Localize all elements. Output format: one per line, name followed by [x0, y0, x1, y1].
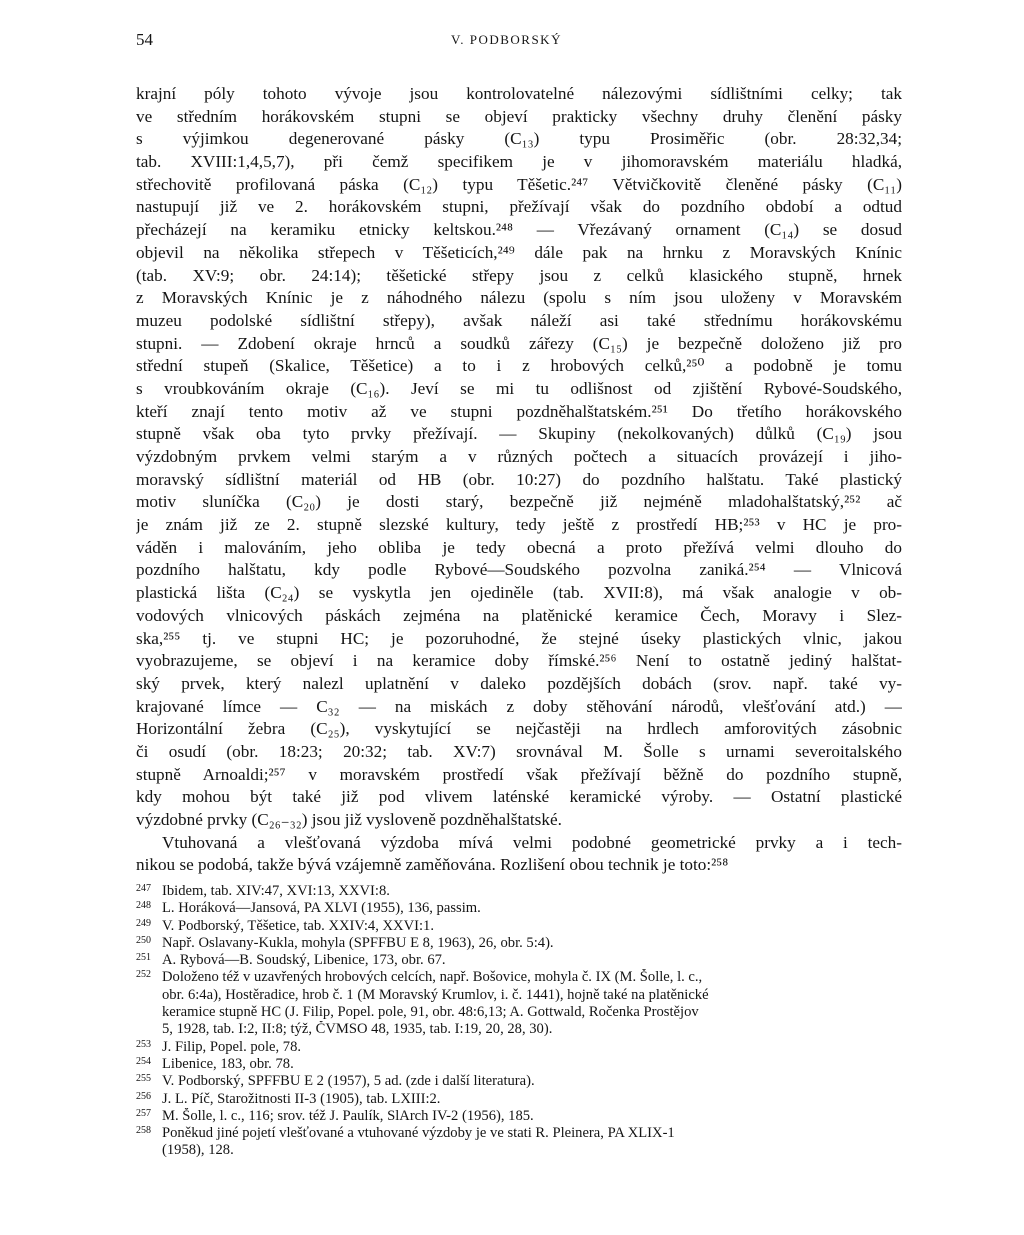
- footnote-number: 256: [136, 1090, 151, 1102]
- text-line: vyobrazujeme, se objeví i na keramice doby římské.²⁵⁶ Není to ostatně jediný halštat-: [136, 651, 902, 671]
- text-line: moravský sídlištní materiál od HB (obr. 10:27) do pozdního halštatu. Také plastický: [136, 469, 902, 489]
- text-line: ský prvek, který nalezl uplatnění v daleko pozdějších dobách (srov. např. také vy-: [136, 673, 902, 693]
- text-line: tab. XVIII:1,4,5,7), při čemž specifikem je v jihomoravském materiálu hladká,: [136, 152, 902, 172]
- footnote-line: [136, 918, 902, 935]
- text-line: pozdního halštatu, kdy podle Rybové—Soudského pozvolna zaniká.²⁵⁴ — Vlnicová: [136, 560, 902, 580]
- text-line: váděn i malováním, jeho obliba je tedy obecná a proto přežívá velmi dlouho do: [136, 537, 902, 557]
- text-line: muzeu podolské sídlištní střepy), avšak náleží asi také střednímu horákovskému: [136, 310, 902, 330]
- text-line: stupně však oba tyto prvky přežívají. — Skupiny (nekolkovaných) důlků (C₁₉) jsou: [136, 424, 902, 444]
- footnote-number: 251: [136, 952, 151, 964]
- footnote-text: obr. 6:4a), Hostěradice, hrob č. 1 (M Moravský Krumlov, i. č. 1441), hojně také na platěnické: [162, 986, 709, 1003]
- footnote-number: 254: [136, 1055, 151, 1067]
- text-line: stupně Arnoaldi;²⁵⁷ v moravském prostředí však přežívají běžně do pozdního stupně,: [136, 764, 902, 784]
- text-line: krajní póly tohoto vývoje jsou kontrolovatelné nálezovými sídlištními celky; tak: [136, 84, 902, 103]
- text-line: přecházejí na keramiku etnicky keltskou.²⁴⁸ — Vřezávaný ornament (C₁₄) se dosud: [136, 220, 902, 240]
- body-text: [136, 83, 902, 877]
- footnote-line: [136, 1125, 902, 1142]
- footnote-text: V. Podborský, SPFFBU E 2 (1957), 5 ad. (zde i další literatura).: [162, 1073, 535, 1090]
- text-line: výzdobné prvky (C₂₆₋₃₂) jsou již vysloveně pozdněhalštatské.: [136, 810, 562, 829]
- text-line: či osudí (obr. 18:23; 20:32; tab. XV:7) srovnával M. Šolle s urnami severoitalského: [136, 741, 902, 761]
- text-line: kdy mohou být také již pod vlivem laténské keramické výroby. — Ostatní plastické: [136, 787, 902, 807]
- footnote-number: 258: [136, 1125, 151, 1137]
- footnote-number: 250: [136, 934, 151, 946]
- footnote-line: [136, 952, 902, 969]
- footnote-text: L. Horáková—Jansová, PA XLVI (1955), 136, passim.: [162, 900, 481, 917]
- text-line: z Moravských Knínic je z náhodného nálezu (spolu s ním jsou uloženy v Moravském: [136, 288, 902, 308]
- footnote-text: Poněkud jiné pojetí vlešťované a vtuhované výzdoby je ve stati R. Pleinera, PA XLIX-1: [162, 1125, 675, 1142]
- footnote-line: [136, 1142, 902, 1159]
- text-line: střechovitě profilovaná páska (C₁₂) typu Těšetic.²⁴⁷ Větvičkovitě členěné pásky (C₁₁): [136, 174, 902, 194]
- text-line: s výjimkou degenerované pásky (C₁₃) typu Prosiměřic (obr. 28:32,34;: [136, 129, 902, 149]
- page-number: 54: [136, 30, 153, 49]
- footnote-text: Ibidem, tab. XIV:47, XVI:13, XXVI:8.: [162, 883, 390, 899]
- paragraph-2: [136, 832, 902, 877]
- text-line: (tab. XV:9; obr. 24:14); těšetické střepy jsou z celků klasického stupně, hrnek: [136, 265, 902, 285]
- paragraph-1: [136, 83, 902, 832]
- text-line: kteří znají tento motiv až ve stupni pozdněhalštatském.²⁵¹ Do třetího horákovského: [136, 401, 902, 421]
- footnote-line: [136, 935, 902, 952]
- text-line: Vtuhovaná a vlešťovaná výzdoba mívá velmi podobné geometrické prvky a i tech-: [162, 832, 902, 852]
- footnote-text: Např. Oslavany-Kukla, mohyla (SPFFBU E 8, 1963), 26, obr. 5:4).: [162, 934, 554, 951]
- footnote-line: [136, 1004, 902, 1021]
- footnote-number: 257: [136, 1107, 151, 1119]
- text-line: střední stupeň (Skalice, Těšetice) a to i z hrobových celků,²⁵⁰ a podobně je tomu: [136, 356, 902, 376]
- footnote-number: 248: [136, 900, 151, 912]
- text-line: ve středním horákovském stupni se objeví prakticky všechny druhy členění pásky: [136, 106, 902, 126]
- footnote-line: [136, 900, 902, 917]
- footnote-text: 5, 1928, tab. I:2, II:8; týž, ČVMSO 48, 1935, tab. I:19, 20, 28, 30).: [162, 1021, 553, 1038]
- footnote-text: J. Filip, Popel. pole, 78.: [162, 1038, 302, 1055]
- footnote-number: 252: [136, 969, 151, 981]
- text-line: je znám již ze 2. stupně slezské kultury, tedy ještě z prostředí HB;²⁵³ v HC je pro-: [136, 515, 902, 535]
- text-line: stupni. — Zdobení okraje hrnců a soudků zářezy (C₁₅) je bezpečně doloženo již pro: [136, 333, 902, 353]
- running-head: [136, 30, 902, 54]
- text-line: nikou se podobá, takže bývá vzájemně zaměňována. Rozlišení obou technik je toto:²⁵⁸: [136, 855, 729, 875]
- footnote-text: Libenice, 183, obr. 78.: [162, 1055, 294, 1072]
- footnote-line: [136, 1056, 902, 1073]
- footnote-number: 247: [136, 883, 151, 894]
- text-line: s vroubkováním okraje (C₁₆). Jeví se mi tu odlišnost od zjištění Rybové-Soudského,: [136, 378, 902, 398]
- text-line: Horizontální žebra (C₂₅), vyskytující se nejčastěji na hrdlech amforovitých zásobnic: [136, 719, 902, 739]
- footnote-line: [136, 1091, 902, 1108]
- footnote-text: (1958), 128.: [162, 1142, 234, 1159]
- footnote-text: Doloženo též v uzavřených hrobových celcích, např. Bošovice, mohyla č. IX (M. Šolle, l. c.,: [162, 969, 703, 986]
- text-line: vodových vlnicových páskách zejména na platěnické keramice Čech, Moravy i Slez-: [136, 605, 902, 625]
- footnote-text: keramice stupně HC (J. Filip, Popel. pole, 91, obr. 48:6,13; A. Gottwald, Ročenka Prostějov: [162, 1004, 699, 1021]
- footnote-text: V. Podborský, Těšetice, tab. XXIV:4, XXVI:1.: [162, 917, 434, 934]
- footnote-text: A. Rybová—B. Soudský, Libenice, 173, obr. 67.: [162, 952, 446, 969]
- footnotes: [136, 883, 902, 1160]
- footnote-text: J. L. Píč, Starožitnosti II-3 (1905), tab. LXIII:2.: [162, 1090, 441, 1107]
- footnote-line: [136, 969, 902, 986]
- footnote-line: [136, 987, 902, 1004]
- text-line: krajované límce — C₃₂ — na miskách z doby stěhování národů, vlešťování atd.) —: [136, 696, 902, 716]
- footnote-number: 249: [136, 917, 151, 929]
- text-line: výzdobným prvkem velmi starým a v různých počtech a situacích provázejí i jiho-: [136, 447, 902, 466]
- footnote-line: [136, 883, 902, 900]
- footnote-line: [136, 1039, 902, 1056]
- running-title: V. PODBORSKÝ: [451, 32, 562, 47]
- text-line: objevil na několika střepech v Těšeticích,²⁴⁹ dále pak na hrnku z Moravských Knínic: [136, 242, 902, 262]
- footnote-text: M. Šolle, l. c., 116; srov. též J. Paulík, SlArch IV-2 (1956), 185.: [162, 1107, 534, 1124]
- footnote-line: [136, 1073, 902, 1090]
- text-line: ska,²⁵⁵ tj. ve stupni HC; je pozoruhodné, že stejné úseky plastických vlnic, jakou: [136, 628, 902, 648]
- footnote-line: [136, 1108, 902, 1125]
- text-line: nastupují již ve 2. horákovském stupni, přežívají však do pozdního období a odtud: [136, 197, 902, 217]
- text-line: motiv sluníčka (C₂₀) je dosti starý, bezpečně již nejméně mladohalštatský,²⁵² ač: [136, 492, 902, 512]
- footnote-line: [136, 1021, 902, 1038]
- footnote-number: 255: [136, 1073, 151, 1085]
- footnote-number: 253: [136, 1038, 151, 1050]
- text-line: plastická lišta (C₂₄) se vyskytla jen ojediněle (tab. XVII:8), má však analogie v ob-: [136, 583, 902, 603]
